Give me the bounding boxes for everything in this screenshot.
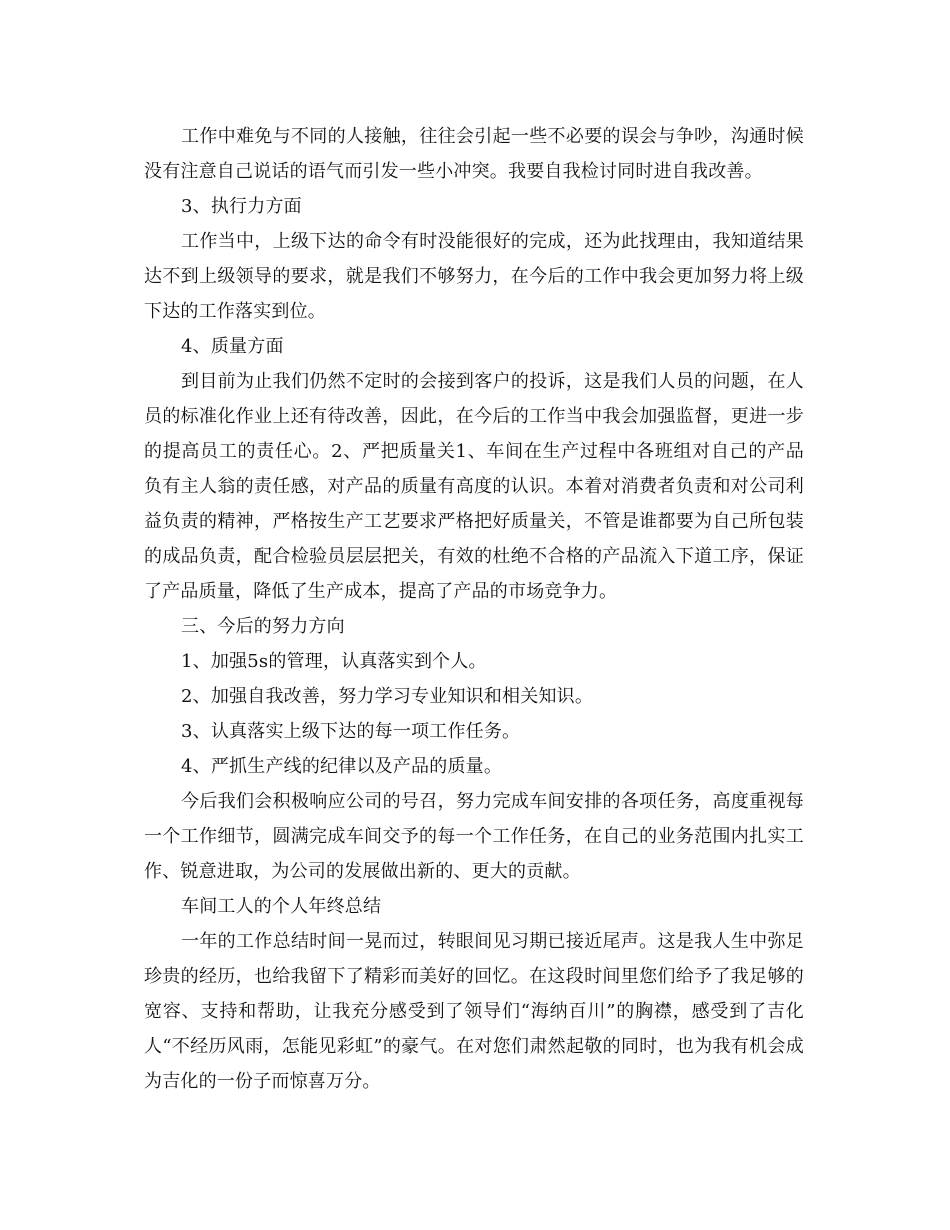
document-body [144,119,804,1099]
paragraph-quality: 到目前为止我们仍然不定时的会接到客户的投诉，这是我们人员的问题，在人员的标准化作业上还有待改善，因此，在今后的工作当中我会加强监督，更进一步的提高员工的责任心。2、严把质量关1、车间在生产过程中各班组对自己的产品负有主人翁的责任感，对产品的质量有高度的认识。本着对消费者负责和对公司利益负责的精神，严格按生产工艺要求严格把好质量关，不管是谁都要为自己所包装的成品负责，配合检验员层层把关，有效的杜绝不合格的产品流入下道工序，保证了产品质量，降低了生产成本，提高了产品的市场竞争力。 [144,371,804,602]
paragraph-commitment: 今后我们会积极响应公司的号召，努力完成车间安排的各项任务，高度重视每一个工作细节，圆满完成车间交予的每一个工作任务，在自己的业务范围内扎实工作、锐意进取，为公司的发展做出新的、更大的贡献。 [144,791,804,882]
paragraph-execution: 工作当中，上级下达的命令有时没能很好的完成，还为此找理由，我知道结果达不到上级领导的要求，就是我们不够努力，在今后的工作中我会更加努力将上级下达的工作落实到位。 [144,231,804,322]
section-heading-execution: 3、执行力方面 [181,196,302,217]
list-item-4: 4、严抓生产线的纪律以及产品的质量。 [181,756,503,777]
paragraph-year-end-summary: 一年的工作总结时间一晃而过，转眼间见习期已接近尾声。这是我人生中弥足珍贵的经历，也给我留下了精彩而美好的回忆。在这段时间里您们给予了我足够的宽容、支持和帮助，让我充分感受到了领导们“海纳百川”的胸襟，感受到了吉化人“不经历风雨，怎能见彩虹”的豪气。在对您们肃然起敬的同时，也为我有机会成为吉化的一份子而惊喜万分。 [144,931,804,1092]
list-item-1: 1、加强5s的管理，认真落实到个人。 [181,651,487,672]
section-heading-year-end-summary: 车间工人的个人年终总结 [181,896,382,917]
list-item-3: 3、认真落实上级下达的每一项工作任务。 [181,721,521,742]
section-heading-quality: 4、质量方面 [181,336,284,357]
section-heading-future-direction: 三、今后的努力方向 [181,616,345,637]
paragraph-workplace-communication: 工作中难免与不同的人接触，往往会引起一些不必要的误会与争吵，沟通时候没有注意自己说话的语气而引发一些小冲突。我要自我检讨同时进自我改善。 [144,126,804,182]
list-item-2: 2、加强自我改善，努力学习专业知识和相关知识。 [181,686,594,707]
